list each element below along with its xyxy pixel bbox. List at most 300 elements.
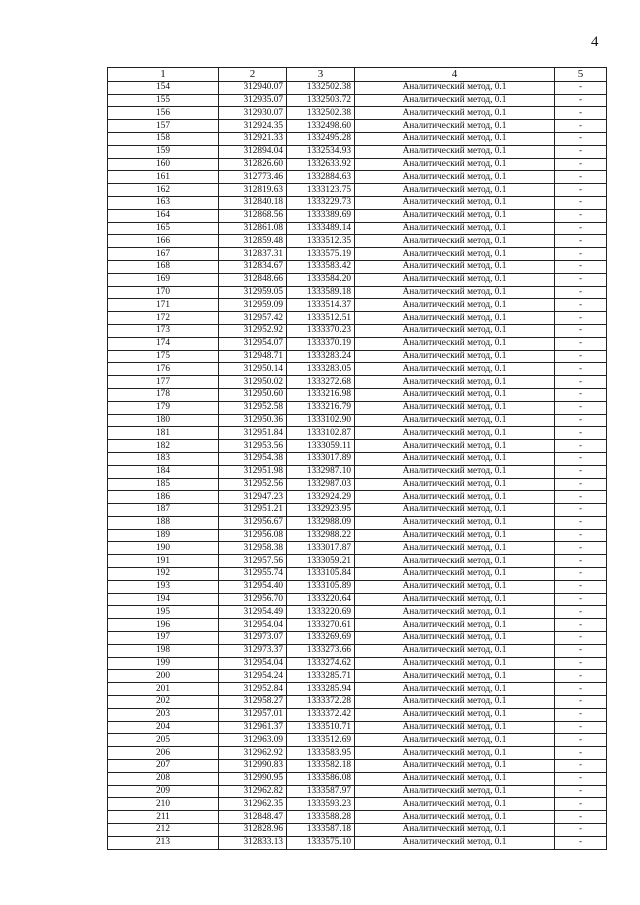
table-row [108, 811, 607, 824]
table-row [108, 478, 607, 491]
table-cell-col-5: - [555, 145, 607, 158]
table-cell-col-1: 168 [108, 260, 219, 273]
table-cell-col-5: - [555, 465, 607, 478]
table-cell-col-5: - [555, 312, 607, 325]
table-cell-col-4: Аналитический метод, 0.1 [355, 286, 555, 299]
table-cell-col-3: 1333512.51 [287, 312, 355, 325]
table-cell-col-1: 175 [108, 350, 219, 363]
table-cell-col-4: Аналитический метод, 0.1 [355, 299, 555, 312]
table-cell-col-5: - [555, 593, 607, 606]
table-cell-col-1: 164 [108, 209, 219, 222]
table-row [108, 440, 607, 453]
table-cell-col-1: 167 [108, 248, 219, 261]
table-cell-col-2: 312950.14 [219, 363, 287, 376]
table-row [108, 107, 607, 120]
table-cell-col-2: 312957.01 [219, 708, 287, 721]
table-cell-col-1: 213 [108, 836, 219, 849]
table-cell-col-1: 184 [108, 465, 219, 478]
table-cell-col-4: Аналитический метод, 0.1 [355, 555, 555, 568]
table-cell-col-3: 1332988.22 [287, 529, 355, 542]
table-cell-col-4: Аналитический метод, 0.1 [355, 209, 555, 222]
table-cell-col-2: 312947.23 [219, 491, 287, 504]
table-cell-col-5: - [555, 785, 607, 798]
table-cell-col-1: 200 [108, 670, 219, 683]
table-cell-col-4: Аналитический метод, 0.1 [355, 644, 555, 657]
table-cell-col-5: - [555, 657, 607, 670]
table-cell-col-5: - [555, 580, 607, 593]
table-cell-col-4: Аналитический метод, 0.1 [355, 452, 555, 465]
table-cell-col-4: Аналитический метод, 0.1 [355, 811, 555, 824]
table-cell-col-5: - [555, 94, 607, 107]
table-row [108, 324, 607, 337]
table-cell-col-1: 169 [108, 273, 219, 286]
table-cell-col-2: 312924.35 [219, 120, 287, 133]
table-cell-col-2: 312961.37 [219, 721, 287, 734]
table-cell-col-5: - [555, 81, 607, 94]
table-cell-col-5: - [555, 708, 607, 721]
table-cell-col-1: 177 [108, 376, 219, 389]
table-cell-col-5: - [555, 440, 607, 453]
table-cell-col-1: 162 [108, 184, 219, 197]
table-row [108, 644, 607, 657]
table-cell-col-2: 312950.36 [219, 414, 287, 427]
table-row [108, 158, 607, 171]
table-cell-col-3: 1333588.28 [287, 811, 355, 824]
table-cell-col-1: 193 [108, 580, 219, 593]
table-cell-col-1: 195 [108, 606, 219, 619]
table-cell-col-1: 205 [108, 734, 219, 747]
table-row [108, 81, 607, 94]
table-cell-col-2: 312840.18 [219, 196, 287, 209]
table-row [108, 235, 607, 248]
table-cell-col-1: 160 [108, 158, 219, 171]
table-cell-col-3: 1333273.66 [287, 644, 355, 657]
table-cell-col-5: - [555, 683, 607, 696]
table-cell-col-1: 212 [108, 824, 219, 837]
table-row [108, 401, 607, 414]
table-cell-col-3: 1332633.92 [287, 158, 355, 171]
table-row [108, 606, 607, 619]
page-number: 4 [591, 34, 599, 50]
table-row [108, 145, 607, 158]
table-cell-col-1: 208 [108, 772, 219, 785]
table-cell-col-1: 156 [108, 107, 219, 120]
table-cell-col-1: 189 [108, 529, 219, 542]
table-cell-col-5: - [555, 376, 607, 389]
table-cell-col-3: 1333389.69 [287, 209, 355, 222]
table-cell-col-4: Аналитический метод, 0.1 [355, 836, 555, 849]
table-cell-col-2: 312954.04 [219, 657, 287, 670]
table-cell-col-1: 182 [108, 440, 219, 453]
table-cell-col-5: - [555, 760, 607, 773]
table-cell-col-3: 1332495.28 [287, 132, 355, 145]
table-cell-col-4: Аналитический метод, 0.1 [355, 388, 555, 401]
table-row [108, 580, 607, 593]
table-cell-col-1: 209 [108, 785, 219, 798]
table-cell-col-1: 206 [108, 747, 219, 760]
table-cell-col-5: - [555, 248, 607, 261]
table-cell-col-4: Аналитический метод, 0.1 [355, 235, 555, 248]
table-body [108, 81, 607, 849]
table-cell-col-3: 1333105.84 [287, 568, 355, 581]
table-cell-col-2: 312950.60 [219, 388, 287, 401]
table-row [108, 734, 607, 747]
table-cell-col-4: Аналитический метод, 0.1 [355, 222, 555, 235]
table-cell-col-5: - [555, 158, 607, 171]
table-cell-col-3: 1333514.37 [287, 299, 355, 312]
table-cell-col-3: 1333582.18 [287, 760, 355, 773]
table-cell-col-1: 196 [108, 619, 219, 632]
table-cell-col-3: 1333270.61 [287, 619, 355, 632]
table-cell-col-2: 312837.31 [219, 248, 287, 261]
table-row [108, 760, 607, 773]
table-row [108, 747, 607, 760]
table-cell-col-5: - [555, 491, 607, 504]
table-cell-col-3: 1333105.89 [287, 580, 355, 593]
table-cell-col-1: 180 [108, 414, 219, 427]
table-cell-col-4: Аналитический метод, 0.1 [355, 747, 555, 760]
table-cell-col-3: 1333593.23 [287, 798, 355, 811]
table-cell-col-5: - [555, 260, 607, 273]
table-cell-col-4: Аналитический метод, 0.1 [355, 683, 555, 696]
table-cell-col-2: 312952.56 [219, 478, 287, 491]
table-row [108, 465, 607, 478]
table-cell-col-5: - [555, 747, 607, 760]
table-cell-col-1: 181 [108, 427, 219, 440]
table-row [108, 120, 607, 133]
table-cell-col-1: 187 [108, 504, 219, 517]
table-cell-col-3: 1333370.23 [287, 324, 355, 337]
table-cell-col-4: Аналитический метод, 0.1 [355, 734, 555, 747]
table-cell-col-2: 312959.09 [219, 299, 287, 312]
table-cell-col-4: Аналитический метод, 0.1 [355, 568, 555, 581]
table-cell-col-3: 1333587.97 [287, 785, 355, 798]
header-cell-3: 3 [287, 68, 355, 82]
table-cell-col-4: Аналитический метод, 0.1 [355, 414, 555, 427]
table-cell-col-1: 159 [108, 145, 219, 158]
table-cell-col-4: Аналитический метод, 0.1 [355, 657, 555, 670]
table-cell-col-3: 1332987.10 [287, 465, 355, 478]
table-cell-col-4: Аналитический метод, 0.1 [355, 363, 555, 376]
table-cell-col-4: Аналитический метод, 0.1 [355, 120, 555, 133]
table-cell-col-3: 1333102.87 [287, 427, 355, 440]
table-cell-col-2: 312773.46 [219, 171, 287, 184]
table-cell-col-3: 1333283.24 [287, 350, 355, 363]
table-cell-col-3: 1333220.64 [287, 593, 355, 606]
table-cell-col-2: 312952.58 [219, 401, 287, 414]
table-cell-col-2: 312973.07 [219, 632, 287, 645]
table-cell-col-4: Аналитический метод, 0.1 [355, 350, 555, 363]
table-cell-col-3: 1332924.29 [287, 491, 355, 504]
table-cell-col-3: 1333370.19 [287, 337, 355, 350]
table-cell-col-4: Аналитический метод, 0.1 [355, 324, 555, 337]
table-cell-col-5: - [555, 222, 607, 235]
table-cell-col-4: Аналитический метод, 0.1 [355, 491, 555, 504]
table-cell-col-4: Аналитический метод, 0.1 [355, 401, 555, 414]
table-cell-col-3: 1332884.63 [287, 171, 355, 184]
table-cell-col-3: 1333216.98 [287, 388, 355, 401]
table-cell-col-2: 312973.37 [219, 644, 287, 657]
table-cell-col-2: 312894.04 [219, 145, 287, 158]
table-cell-col-5: - [555, 120, 607, 133]
table-cell-col-4: Аналитический метод, 0.1 [355, 516, 555, 529]
table-cell-col-1: 172 [108, 312, 219, 325]
table-cell-col-2: 312951.98 [219, 465, 287, 478]
table-cell-col-5: - [555, 670, 607, 683]
table-cell-col-5: - [555, 516, 607, 529]
table-cell-col-3: 1332534.93 [287, 145, 355, 158]
table-cell-col-2: 312861.08 [219, 222, 287, 235]
table-cell-col-2: 312848.47 [219, 811, 287, 824]
table-row [108, 593, 607, 606]
table-cell-col-1: 163 [108, 196, 219, 209]
table-row [108, 222, 607, 235]
table-cell-col-3: 1333283.05 [287, 363, 355, 376]
table-cell-col-2: 312819.63 [219, 184, 287, 197]
table-cell-col-3: 1333220.69 [287, 606, 355, 619]
table-cell-col-2: 312954.40 [219, 580, 287, 593]
table-cell-col-1: 210 [108, 798, 219, 811]
table-cell-col-4: Аналитический метод, 0.1 [355, 760, 555, 773]
table-cell-col-5: - [555, 184, 607, 197]
table-cell-col-4: Аналитический метод, 0.1 [355, 132, 555, 145]
table-cell-col-5: - [555, 696, 607, 709]
table-cell-col-1: 198 [108, 644, 219, 657]
table-cell-col-3: 1333584.20 [287, 273, 355, 286]
table-cell-col-3: 1333583.95 [287, 747, 355, 760]
table-cell-col-5: - [555, 324, 607, 337]
table-cell-col-4: Аналитический метод, 0.1 [355, 337, 555, 350]
table-row [108, 529, 607, 542]
table-cell-col-2: 312948.71 [219, 350, 287, 363]
table-row [108, 427, 607, 440]
table-cell-col-3: 1333372.28 [287, 696, 355, 709]
table-cell-col-2: 312962.35 [219, 798, 287, 811]
table-cell-col-2: 312868.56 [219, 209, 287, 222]
table-cell-col-4: Аналитический метод, 0.1 [355, 721, 555, 734]
table-cell-col-4: Аналитический метод, 0.1 [355, 248, 555, 261]
table-cell-col-3: 1333269.69 [287, 632, 355, 645]
table-cell-col-4: Аналитический метод, 0.1 [355, 478, 555, 491]
table-cell-col-3: 1333586.08 [287, 772, 355, 785]
table-row [108, 491, 607, 504]
table-cell-col-5: - [555, 299, 607, 312]
table-cell-col-3: 1332502.38 [287, 81, 355, 94]
table-cell-col-4: Аналитический метод, 0.1 [355, 273, 555, 286]
table-row [108, 772, 607, 785]
table-cell-col-2: 312954.04 [219, 619, 287, 632]
table-row [108, 132, 607, 145]
table-cell-col-3: 1333587.18 [287, 824, 355, 837]
table-row [108, 350, 607, 363]
table-cell-col-1: 157 [108, 120, 219, 133]
table-cell-col-1: 155 [108, 94, 219, 107]
table-row [108, 414, 607, 427]
table-cell-col-1: 173 [108, 324, 219, 337]
table-cell-col-3: 1333512.35 [287, 235, 355, 248]
table-cell-col-4: Аналитический метод, 0.1 [355, 785, 555, 798]
table-cell-col-4: Аналитический метод, 0.1 [355, 824, 555, 837]
table-cell-col-2: 312848.66 [219, 273, 287, 286]
table-cell-col-3: 1332923.95 [287, 504, 355, 517]
table-cell-col-3: 1333017.87 [287, 542, 355, 555]
table-cell-col-2: 312956.70 [219, 593, 287, 606]
table-cell-col-2: 312935.07 [219, 94, 287, 107]
table-cell-col-2: 312828.96 [219, 824, 287, 837]
table-row [108, 542, 607, 555]
table-cell-col-1: 191 [108, 555, 219, 568]
table-row [108, 708, 607, 721]
table-cell-col-2: 312952.84 [219, 683, 287, 696]
table-cell-col-4: Аналитический метод, 0.1 [355, 184, 555, 197]
table-cell-col-2: 312963.09 [219, 734, 287, 747]
table-row [108, 657, 607, 670]
table-cell-col-1: 176 [108, 363, 219, 376]
table-cell-col-2: 312954.24 [219, 670, 287, 683]
table-cell-col-4: Аналитический метод, 0.1 [355, 158, 555, 171]
table-cell-col-4: Аналитический метод, 0.1 [355, 632, 555, 645]
table-cell-col-4: Аналитический метод, 0.1 [355, 312, 555, 325]
table-cell-col-5: - [555, 337, 607, 350]
table-row [108, 184, 607, 197]
table-cell-col-2: 312826.60 [219, 158, 287, 171]
table-cell-col-2: 312990.83 [219, 760, 287, 773]
table-cell-col-4: Аналитический метод, 0.1 [355, 465, 555, 478]
table-row [108, 824, 607, 837]
table-cell-col-2: 312958.38 [219, 542, 287, 555]
table-cell-col-5: - [555, 632, 607, 645]
table-row [108, 376, 607, 389]
table-row [108, 696, 607, 709]
table-cell-col-4: Аналитический метод, 0.1 [355, 145, 555, 158]
table-cell-col-2: 312952.92 [219, 324, 287, 337]
table-cell-col-2: 312962.82 [219, 785, 287, 798]
table-cell-col-4: Аналитический метод, 0.1 [355, 171, 555, 184]
table-row [108, 836, 607, 849]
table-cell-col-2: 312954.38 [219, 452, 287, 465]
table-cell-col-1: 171 [108, 299, 219, 312]
table-cell-col-3: 1332502.38 [287, 107, 355, 120]
table-cell-col-5: - [555, 798, 607, 811]
table-row [108, 516, 607, 529]
header-cell-4: 4 [355, 68, 555, 82]
table-cell-col-3: 1333285.94 [287, 683, 355, 696]
table-cell-col-1: 194 [108, 593, 219, 606]
table-cell-col-3: 1333583.42 [287, 260, 355, 273]
table-cell-col-5: - [555, 401, 607, 414]
table-cell-col-5: - [555, 619, 607, 632]
table-cell-col-3: 1333285.71 [287, 670, 355, 683]
table-cell-col-4: Аналитический метод, 0.1 [355, 593, 555, 606]
table-cell-col-5: - [555, 836, 607, 849]
table-cell-col-1: 188 [108, 516, 219, 529]
table-cell-col-4: Аналитический метод, 0.1 [355, 619, 555, 632]
table-cell-col-2: 312957.56 [219, 555, 287, 568]
table-cell-col-1: 201 [108, 683, 219, 696]
table-cell-col-1: 185 [108, 478, 219, 491]
table-cell-col-1: 211 [108, 811, 219, 824]
table-row [108, 273, 607, 286]
table-cell-col-3: 1333229.73 [287, 196, 355, 209]
table-cell-col-3: 1332498.60 [287, 120, 355, 133]
table-cell-col-5: - [555, 350, 607, 363]
table-cell-col-3: 1332987.03 [287, 478, 355, 491]
table-cell-col-4: Аналитический метод, 0.1 [355, 542, 555, 555]
table-cell-col-3: 1333059.21 [287, 555, 355, 568]
table-cell-col-5: - [555, 478, 607, 491]
table-cell-col-1: 183 [108, 452, 219, 465]
table-row [108, 260, 607, 273]
table-row [108, 683, 607, 696]
header-cell-5: 5 [555, 68, 607, 82]
table-cell-col-1: 207 [108, 760, 219, 773]
table-cell-col-2: 312990.95 [219, 772, 287, 785]
table-cell-col-1: 199 [108, 657, 219, 670]
table-cell-col-5: - [555, 414, 607, 427]
table-cell-col-1: 158 [108, 132, 219, 145]
table-cell-col-2: 312940.07 [219, 81, 287, 94]
table-cell-col-3: 1332988.09 [287, 516, 355, 529]
table-cell-col-1: 192 [108, 568, 219, 581]
table-row [108, 504, 607, 517]
table-cell-col-5: - [555, 452, 607, 465]
table-row [108, 721, 607, 734]
table-cell-col-5: - [555, 606, 607, 619]
table-cell-col-5: - [555, 388, 607, 401]
table-cell-col-2: 312950.02 [219, 376, 287, 389]
table-cell-col-4: Аналитический метод, 0.1 [355, 260, 555, 273]
table-cell-col-4: Аналитический метод, 0.1 [355, 708, 555, 721]
table-cell-col-5: - [555, 504, 607, 517]
table-cell-col-4: Аналитический метод, 0.1 [355, 81, 555, 94]
table-cell-col-1: 197 [108, 632, 219, 645]
table-cell-col-3: 1333512.69 [287, 734, 355, 747]
table-cell-col-3: 1333272.68 [287, 376, 355, 389]
table-cell-col-2: 312930.07 [219, 107, 287, 120]
header-cell-2: 2 [219, 68, 287, 82]
table-cell-col-1: 166 [108, 235, 219, 248]
table-row [108, 555, 607, 568]
table-cell-col-1: 178 [108, 388, 219, 401]
table-cell-col-4: Аналитический метод, 0.1 [355, 196, 555, 209]
table-cell-col-2: 312921.33 [219, 132, 287, 145]
table-cell-col-2: 312955.74 [219, 568, 287, 581]
table-row [108, 388, 607, 401]
header-cell-1: 1 [108, 68, 219, 82]
table-row [108, 312, 607, 325]
table-cell-col-3: 1333575.10 [287, 836, 355, 849]
table-cell-col-2: 312954.07 [219, 337, 287, 350]
table-cell-col-1: 202 [108, 696, 219, 709]
table-cell-col-1: 203 [108, 708, 219, 721]
table-cell-col-2: 312957.42 [219, 312, 287, 325]
table-row [108, 363, 607, 376]
table-cell-col-1: 165 [108, 222, 219, 235]
table-cell-col-5: - [555, 529, 607, 542]
table-cell-col-5: - [555, 555, 607, 568]
table-cell-col-5: - [555, 824, 607, 837]
table-row [108, 209, 607, 222]
table-row [108, 619, 607, 632]
table-cell-col-2: 312834.67 [219, 260, 287, 273]
table-cell-col-1: 170 [108, 286, 219, 299]
table-cell-col-2: 312954.49 [219, 606, 287, 619]
table-cell-col-3: 1333372.42 [287, 708, 355, 721]
table-cell-col-3: 1333510.71 [287, 721, 355, 734]
table-cell-col-5: - [555, 273, 607, 286]
table-cell-col-3: 1332503.72 [287, 94, 355, 107]
table-cell-col-5: - [555, 107, 607, 120]
